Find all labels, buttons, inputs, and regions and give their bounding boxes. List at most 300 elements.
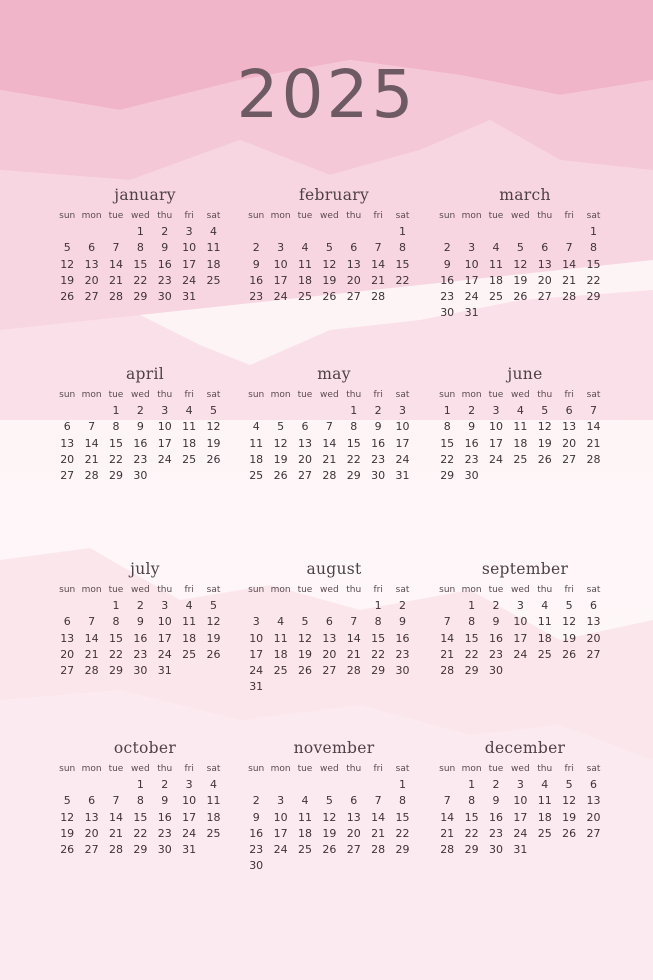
day-cell: 22 — [371, 647, 386, 661]
day-grid — [435, 777, 615, 858]
day-cell: 2 — [468, 404, 476, 417]
day-cell: 20 — [537, 273, 552, 287]
day-cell: 18 — [537, 631, 552, 645]
month-august — [244, 558, 424, 696]
month-october — [55, 737, 235, 858]
weekday-label: fri — [564, 211, 574, 221]
day-cell: 17 — [464, 273, 479, 287]
day-cell: 1 — [468, 599, 476, 612]
weekday-label: mon — [461, 211, 482, 221]
day-cell: 10 — [395, 420, 410, 434]
day-cell: 23 — [157, 826, 172, 840]
day-cell: 1 — [136, 225, 144, 238]
empty-day-cell — [293, 224, 317, 240]
day-cell: 2 — [492, 599, 500, 612]
day-cell: 9 — [161, 241, 169, 255]
empty-day-cell — [317, 598, 341, 614]
day-cell: 2 — [374, 404, 382, 417]
day-cell: 11 — [297, 810, 312, 824]
weekday-label: wed — [131, 211, 150, 221]
day-cell: 3 — [185, 225, 193, 238]
weekday-label: sat — [586, 211, 601, 221]
day-cell: 6 — [541, 241, 549, 255]
day-cell: 7 — [443, 794, 451, 808]
month-name: february — [298, 186, 370, 204]
day-cell: 31 — [182, 290, 197, 304]
day-cell: 12 — [206, 615, 221, 629]
day-cell: 23 — [249, 843, 264, 857]
day-cell: 25 — [249, 469, 264, 483]
day-cell: 24 — [273, 290, 288, 304]
weekday-header — [435, 387, 615, 403]
day-cell: 16 — [157, 810, 172, 824]
weekday-label: fri — [564, 764, 574, 774]
day-cell: 4 — [301, 794, 309, 808]
day-cell: 17 — [249, 647, 264, 661]
day-cell: 6 — [63, 420, 71, 434]
weekday-label: sat — [206, 585, 221, 595]
day-cell: 28 — [108, 290, 123, 304]
day-cell: 8 — [443, 420, 451, 434]
day-cell: 25 — [537, 826, 552, 840]
day-cell: 16 — [440, 273, 455, 287]
day-cell: 18 — [513, 436, 528, 450]
day-cell: 21 — [371, 273, 386, 287]
day-cell: 6 — [301, 420, 309, 434]
day-cell: 23 — [395, 647, 410, 661]
weekday-label: wed — [320, 764, 339, 774]
month-name: april — [126, 365, 164, 383]
day-cell: 10 — [488, 420, 503, 434]
day-cell: 19 — [206, 436, 221, 450]
weekday-label: thu — [537, 390, 553, 400]
day-cell: 4 — [277, 615, 285, 629]
weekday-label: thu — [346, 585, 362, 595]
day-cell: 5 — [210, 404, 218, 417]
day-cell: 22 — [586, 273, 601, 287]
weekday-label: sat — [395, 390, 410, 400]
day-cell: 2 — [252, 241, 260, 255]
empty-day-cell — [533, 224, 557, 240]
month-april — [55, 363, 235, 484]
day-cell: 17 — [273, 826, 288, 840]
month-november — [244, 737, 424, 875]
day-cell: 13 — [60, 436, 75, 450]
day-cell: 11 — [537, 615, 552, 629]
day-cell: 14 — [108, 257, 123, 271]
day-cell: 18 — [182, 631, 197, 645]
day-cell: 11 — [206, 794, 221, 808]
day-cell: 4 — [541, 778, 549, 791]
weekday-label: thu — [346, 764, 362, 774]
empty-day-cell — [435, 224, 459, 240]
month-name: july — [130, 560, 160, 578]
weekday-label: sun — [248, 390, 265, 400]
day-cell: 19 — [273, 452, 288, 466]
day-cell: 23 — [371, 452, 386, 466]
day-cell: 25 — [537, 647, 552, 661]
empty-day-cell — [244, 403, 268, 419]
day-cell: 22 — [108, 452, 123, 466]
weekday-label: wed — [511, 585, 530, 595]
empty-day-cell — [484, 224, 508, 240]
day-cell: 7 — [443, 615, 451, 629]
day-cell: 29 — [371, 664, 386, 678]
day-cell: 21 — [371, 826, 386, 840]
weekday-header — [55, 582, 235, 598]
empty-day-cell — [557, 224, 581, 240]
day-grid — [435, 598, 615, 679]
day-cell: 9 — [399, 615, 407, 629]
weekday-label: tue — [488, 585, 504, 595]
empty-day-cell — [342, 777, 366, 793]
day-cell: 20 — [297, 452, 312, 466]
day-cell: 27 — [84, 843, 99, 857]
day-cell: 12 — [60, 257, 75, 271]
day-cell: 23 — [133, 647, 148, 661]
day-cell: 30 — [249, 859, 264, 873]
day-cell: 27 — [297, 469, 312, 483]
day-cell: 26 — [297, 664, 312, 678]
day-cell: 15 — [346, 436, 361, 450]
day-cell: 25 — [513, 452, 528, 466]
day-cell: 8 — [136, 794, 144, 808]
day-cell: 29 — [133, 843, 148, 857]
day-cell: 12 — [297, 631, 312, 645]
empty-day-cell — [104, 224, 128, 240]
day-cell: 15 — [464, 810, 479, 824]
day-cell: 26 — [60, 843, 75, 857]
day-cell: 10 — [157, 420, 172, 434]
day-cell: 18 — [206, 257, 221, 271]
day-cell: 13 — [346, 810, 361, 824]
day-cell: 1 — [374, 599, 382, 612]
day-cell: 27 — [346, 843, 361, 857]
day-cell: 5 — [325, 794, 333, 808]
day-cell: 31 — [513, 843, 528, 857]
empty-day-cell — [79, 224, 103, 240]
empty-day-cell — [435, 777, 459, 793]
day-cell: 14 — [371, 810, 386, 824]
day-cell: 22 — [108, 647, 123, 661]
weekday-label: wed — [131, 764, 150, 774]
day-cell: 8 — [399, 241, 407, 255]
day-cell: 28 — [346, 664, 361, 678]
day-cell: 18 — [297, 826, 312, 840]
day-cell: 3 — [277, 241, 285, 255]
day-cell: 14 — [346, 631, 361, 645]
day-cell: 28 — [440, 843, 455, 857]
day-cell: 29 — [395, 843, 410, 857]
day-cell: 24 — [513, 647, 528, 661]
day-cell: 29 — [133, 290, 148, 304]
day-cell: 27 — [322, 664, 337, 678]
weekday-label: fri — [373, 764, 383, 774]
day-grid — [244, 777, 424, 875]
day-cell: 12 — [60, 810, 75, 824]
weekday-label: thu — [346, 211, 362, 221]
day-cell: 3 — [516, 599, 524, 612]
weekday-label: fri — [373, 211, 383, 221]
day-cell: 15 — [395, 257, 410, 271]
day-cell: 15 — [108, 631, 123, 645]
day-cell: 15 — [395, 810, 410, 824]
weekday-label: tue — [108, 585, 124, 595]
day-cell: 18 — [297, 273, 312, 287]
day-cell: 30 — [395, 664, 410, 678]
weekday-label: thu — [157, 764, 173, 774]
day-cell: 13 — [586, 794, 601, 808]
day-cell: 10 — [182, 794, 197, 808]
day-cell: 1 — [468, 778, 476, 791]
day-cell: 21 — [84, 452, 99, 466]
weekday-label: tue — [297, 764, 313, 774]
day-cell: 30 — [157, 843, 172, 857]
day-cell: 4 — [210, 225, 218, 238]
weekday-label: sun — [439, 390, 456, 400]
day-cell: 21 — [586, 436, 601, 450]
day-cell: 13 — [562, 420, 577, 434]
day-cell: 9 — [136, 615, 144, 629]
empty-day-cell — [317, 777, 341, 793]
day-grid — [435, 403, 615, 484]
empty-day-cell — [317, 403, 341, 419]
day-cell: 1 — [350, 404, 358, 417]
empty-day-cell — [293, 777, 317, 793]
empty-day-cell — [244, 224, 268, 240]
day-cell: 10 — [273, 257, 288, 271]
empty-day-cell — [244, 777, 268, 793]
weekday-label: sun — [439, 764, 456, 774]
day-cell: 1 — [590, 225, 598, 238]
weekday-label: tue — [108, 390, 124, 400]
day-cell: 19 — [562, 631, 577, 645]
day-cell: 26 — [206, 647, 221, 661]
day-cell: 6 — [565, 404, 573, 417]
day-cell: 23 — [488, 826, 503, 840]
weekday-header — [244, 208, 424, 224]
day-cell: 24 — [182, 826, 197, 840]
day-cell: 16 — [133, 436, 148, 450]
weekday-header — [435, 582, 615, 598]
weekday-label: mon — [81, 390, 102, 400]
day-cell: 28 — [562, 290, 577, 304]
month-july — [55, 558, 235, 679]
empty-day-cell — [293, 403, 317, 419]
day-cell: 19 — [206, 631, 221, 645]
day-cell: 1 — [112, 599, 120, 612]
day-cell: 20 — [60, 647, 75, 661]
day-cell: 25 — [273, 664, 288, 678]
day-cell: 3 — [161, 599, 169, 612]
day-cell: 22 — [440, 452, 455, 466]
day-cell: 20 — [60, 452, 75, 466]
day-grid — [435, 224, 615, 322]
day-cell: 6 — [88, 241, 96, 255]
day-cell: 10 — [464, 257, 479, 271]
month-february — [244, 184, 424, 305]
day-cell: 31 — [249, 680, 264, 694]
day-cell: 5 — [277, 420, 285, 434]
day-cell: 21 — [322, 452, 337, 466]
day-cell: 26 — [562, 647, 577, 661]
day-cell: 31 — [157, 664, 172, 678]
day-cell: 24 — [513, 826, 528, 840]
day-cell: 12 — [562, 615, 577, 629]
day-cell: 23 — [249, 290, 264, 304]
day-cell: 30 — [488, 843, 503, 857]
day-cell: 5 — [301, 615, 309, 629]
day-cell: 27 — [586, 826, 601, 840]
day-cell: 15 — [586, 257, 601, 271]
weekday-label: sun — [248, 211, 265, 221]
day-cell: 5 — [516, 241, 524, 255]
day-grid — [55, 403, 235, 484]
day-cell: 3 — [468, 241, 476, 255]
day-cell: 24 — [249, 664, 264, 678]
day-cell: 29 — [440, 469, 455, 483]
weekday-label: wed — [511, 211, 530, 221]
day-cell: 17 — [273, 273, 288, 287]
empty-day-cell — [366, 777, 390, 793]
month-january — [55, 184, 235, 305]
day-cell: 30 — [371, 469, 386, 483]
day-cell: 7 — [325, 420, 333, 434]
day-cell: 19 — [322, 826, 337, 840]
day-cell: 21 — [108, 826, 123, 840]
weekday-label: fri — [184, 585, 194, 595]
day-cell: 7 — [88, 615, 96, 629]
day-cell: 17 — [157, 436, 172, 450]
day-cell: 29 — [586, 290, 601, 304]
day-cell: 8 — [399, 794, 407, 808]
day-cell: 18 — [537, 810, 552, 824]
weekday-label: fri — [564, 585, 574, 595]
day-cell: 8 — [468, 794, 476, 808]
day-cell: 9 — [252, 810, 260, 824]
day-cell: 16 — [249, 826, 264, 840]
day-grid — [55, 598, 235, 679]
day-cell: 4 — [301, 241, 309, 255]
day-cell: 16 — [488, 631, 503, 645]
day-cell: 4 — [185, 404, 193, 417]
day-cell: 5 — [541, 404, 549, 417]
day-cell: 13 — [84, 257, 99, 271]
day-cell: 22 — [395, 826, 410, 840]
empty-day-cell — [459, 224, 483, 240]
empty-day-cell — [435, 598, 459, 614]
day-cell: 10 — [182, 241, 197, 255]
day-cell: 29 — [108, 664, 123, 678]
day-cell: 22 — [133, 273, 148, 287]
day-grid — [55, 777, 235, 858]
day-cell: 13 — [586, 615, 601, 629]
weekday-header — [55, 387, 235, 403]
weekday-label: thu — [537, 211, 553, 221]
day-cell: 9 — [443, 257, 451, 271]
day-cell: 28 — [108, 843, 123, 857]
day-cell: 29 — [464, 664, 479, 678]
day-cell: 24 — [157, 452, 172, 466]
day-cell: 6 — [325, 615, 333, 629]
day-cell: 23 — [488, 647, 503, 661]
day-cell: 11 — [249, 436, 264, 450]
day-cell: 30 — [488, 664, 503, 678]
day-cell: 3 — [185, 778, 193, 791]
day-cell: 4 — [252, 420, 260, 434]
day-cell: 13 — [537, 257, 552, 271]
day-cell: 13 — [322, 631, 337, 645]
day-cell: 14 — [586, 420, 601, 434]
day-cell: 16 — [133, 631, 148, 645]
day-cell: 30 — [157, 290, 172, 304]
weekday-label: tue — [297, 211, 313, 221]
month-name: september — [481, 560, 569, 578]
day-cell: 9 — [468, 420, 476, 434]
day-cell: 14 — [84, 436, 99, 450]
day-cell: 30 — [133, 469, 148, 483]
day-cell: 8 — [136, 241, 144, 255]
day-cell: 28 — [322, 469, 337, 483]
weekday-label: mon — [81, 764, 102, 774]
month-name: march — [499, 186, 551, 204]
day-cell: 8 — [374, 615, 382, 629]
day-cell: 15 — [440, 436, 455, 450]
day-cell: 2 — [492, 778, 500, 791]
day-cell: 10 — [513, 615, 528, 629]
day-cell: 22 — [346, 452, 361, 466]
weekday-label: mon — [461, 390, 482, 400]
weekday-label: wed — [320, 211, 339, 221]
weekday-label: sat — [586, 585, 601, 595]
day-cell: 2 — [399, 599, 407, 612]
empty-day-cell — [104, 777, 128, 793]
weekday-label: sun — [248, 764, 265, 774]
day-cell: 12 — [513, 257, 528, 271]
day-cell: 4 — [210, 778, 218, 791]
day-cell: 12 — [322, 810, 337, 824]
day-cell: 26 — [322, 843, 337, 857]
day-cell: 22 — [133, 826, 148, 840]
day-cell: 25 — [488, 290, 503, 304]
weekday-label: sat — [395, 585, 410, 595]
weekday-label: sun — [59, 211, 76, 221]
weekday-label: sat — [206, 764, 221, 774]
day-cell: 26 — [562, 826, 577, 840]
day-cell: 15 — [133, 257, 148, 271]
month-december — [435, 737, 615, 858]
day-cell: 7 — [590, 404, 598, 417]
day-cell: 22 — [395, 273, 410, 287]
day-cell: 25 — [206, 273, 221, 287]
day-cell: 18 — [273, 647, 288, 661]
empty-day-cell — [342, 224, 366, 240]
weekday-label: mon — [270, 211, 291, 221]
weekday-label: fri — [184, 764, 194, 774]
day-cell: 29 — [464, 843, 479, 857]
day-cell: 2 — [161, 225, 169, 238]
weekday-label: sat — [586, 764, 601, 774]
day-cell: 1 — [136, 778, 144, 791]
day-cell: 23 — [440, 290, 455, 304]
day-cell: 2 — [161, 778, 169, 791]
day-cell: 26 — [322, 290, 337, 304]
day-cell: 25 — [297, 843, 312, 857]
weekday-label: mon — [270, 585, 291, 595]
day-cell: 11 — [513, 420, 528, 434]
day-grid — [244, 224, 424, 305]
day-cell: 9 — [492, 794, 500, 808]
